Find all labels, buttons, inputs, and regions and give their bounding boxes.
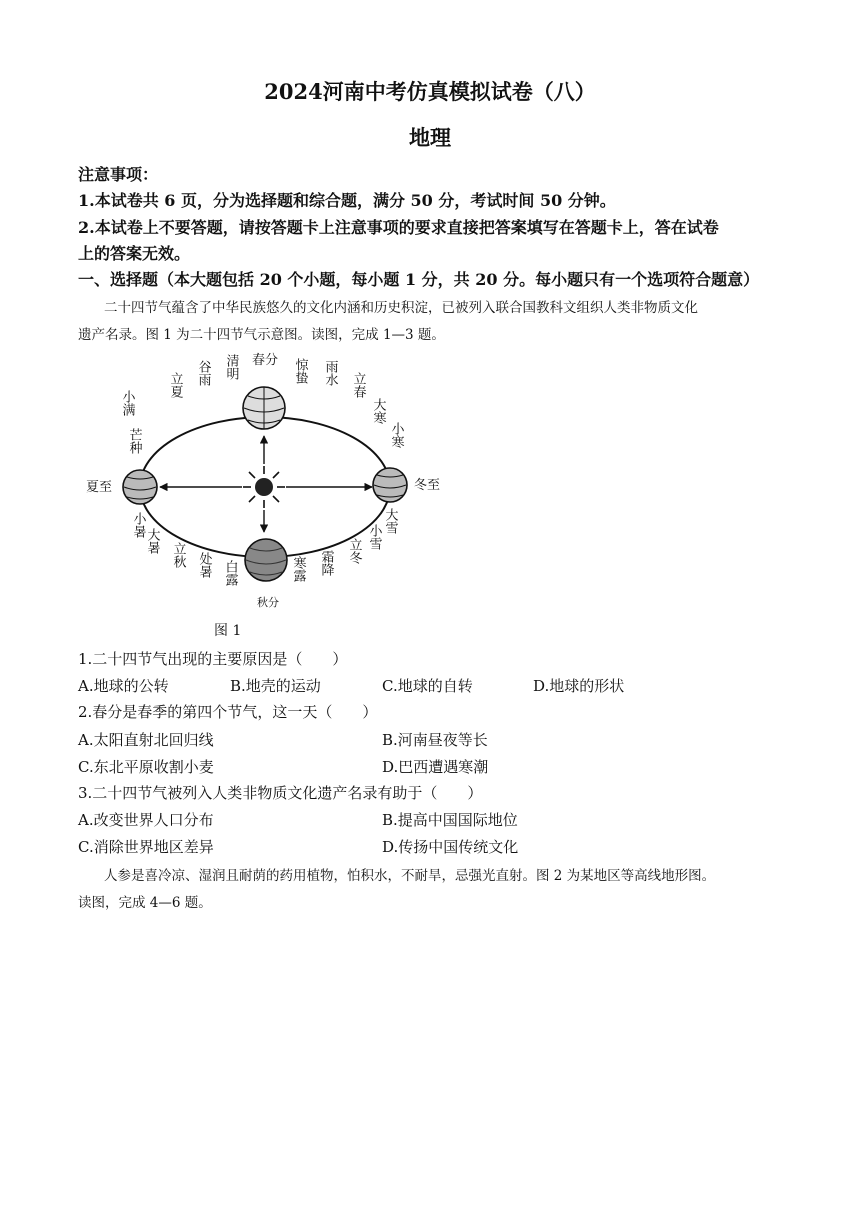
term-mangzhong: 芒种	[126, 428, 142, 454]
term-lichun: 立春	[350, 372, 366, 398]
term-dahan: 大寒	[370, 398, 386, 424]
term-daxue: 大雪	[382, 508, 398, 534]
term-xiazhi: 夏至	[86, 480, 113, 495]
term-bailu: 白露	[222, 560, 238, 586]
term-yushui: 雨水	[322, 360, 338, 386]
q1-option-a: A.地球的公转	[78, 677, 169, 695]
q2-stem: 2.春分是春季的第四个节气，这一天（ ）	[78, 703, 378, 721]
q3-stem: 3.二十四节气被列入人类非物质文化遗产名录有助于（ ）	[78, 784, 483, 802]
q3-option-c: C.消除世界地区差异	[78, 838, 214, 856]
term-hanlu: 寒露	[290, 556, 306, 582]
notes-heading: 注意事项：	[78, 165, 159, 184]
term-shuangjiang: 霜降	[318, 550, 334, 576]
globe-xiazhi	[123, 470, 157, 504]
term-liqiu: 立秋	[170, 542, 186, 568]
q1-option-d: D.地球的形状	[533, 677, 625, 695]
q3-option-a: A.改变世界人口分布	[78, 811, 214, 829]
notes-item-2-line2: 上的答案无效。	[78, 244, 191, 263]
intro-line-1: 二十四节气蕴含了中华民族悠久的文化内涵和历史积淀，已被列入联合国教科文组织人类非物质文化	[104, 300, 698, 316]
page-title: 2024河南中考仿真模拟试卷（八）	[264, 79, 596, 104]
q2-option-a: A.太阳直射北回归线	[78, 731, 214, 749]
q1-option-b: B.地壳的运动	[230, 677, 321, 695]
term-chushu: 处暑	[196, 552, 212, 578]
section-heading: 一、选择题（本大题包括 20 个小题，每小题 1 分，共 20 分。每小题只有一个选项符合题意）	[78, 270, 760, 289]
notes-item-2-line1: 2.本试卷上不要答题，请按答题卡上注意事项的要求直接把答案填写在答题卡上，答在试卷	[78, 218, 719, 237]
term-lidong: 立冬	[346, 538, 362, 564]
intro-line-2: 遗产名录。图 1 为二十四节气示意图。读图，完成 1—3 题。	[78, 327, 445, 343]
q1-stem: 1.二十四节气出现的主要原因是（ ）	[78, 650, 348, 668]
sun-icon	[243, 466, 285, 508]
q2-option-b: B.河南昼夜等长	[382, 731, 488, 749]
term-dashu: 大暑	[144, 528, 160, 554]
q2-option-d: D.巴西遭遇寒潮	[382, 758, 489, 776]
term-dongzhi: 冬至	[414, 478, 441, 493]
term-xiaoxue: 小雪	[366, 524, 382, 550]
figure-caption: 图 1	[214, 623, 242, 639]
term-chunfen: 春分	[252, 353, 279, 368]
passage2-line1: 人参是喜冷凉、湿润且耐荫的药用植物，怕积水，不耐旱，忌强光直射。图 2 为某地区等高线地形图。	[104, 868, 716, 884]
term-qingming: 清明	[223, 354, 239, 380]
q3-option-d: D.传扬中国传统文化	[382, 838, 519, 856]
passage2-line2: 读图，完成 4—6 题。	[78, 895, 212, 911]
notes-item-1: 1.本试卷共 6 页，分为选择题和综合题，满分 50 分，考试时间 50 分钟。	[78, 191, 616, 210]
term-qiufen: 秋分	[257, 596, 279, 609]
globe-dongzhi	[373, 468, 407, 502]
term-lixia: 立夏	[167, 372, 183, 398]
term-xiaoman: 小满	[119, 390, 135, 416]
solar-terms-diagram	[80, 350, 460, 630]
subject-title: 地理	[409, 125, 451, 150]
term-xiaohan: 小寒	[388, 422, 404, 448]
q1-option-c: C.地球的自转	[382, 677, 473, 695]
term-jingzhe: 惊蛰	[292, 358, 308, 384]
globe-qiufen	[245, 539, 287, 581]
term-xiaoshu: 小暑	[130, 512, 146, 538]
globe-chunfen	[243, 387, 285, 429]
q2-option-c: C.东北平原收割小麦	[78, 758, 214, 776]
q3-option-b: B.提高中国国际地位	[382, 811, 518, 829]
term-guyu: 谷雨	[195, 360, 211, 386]
